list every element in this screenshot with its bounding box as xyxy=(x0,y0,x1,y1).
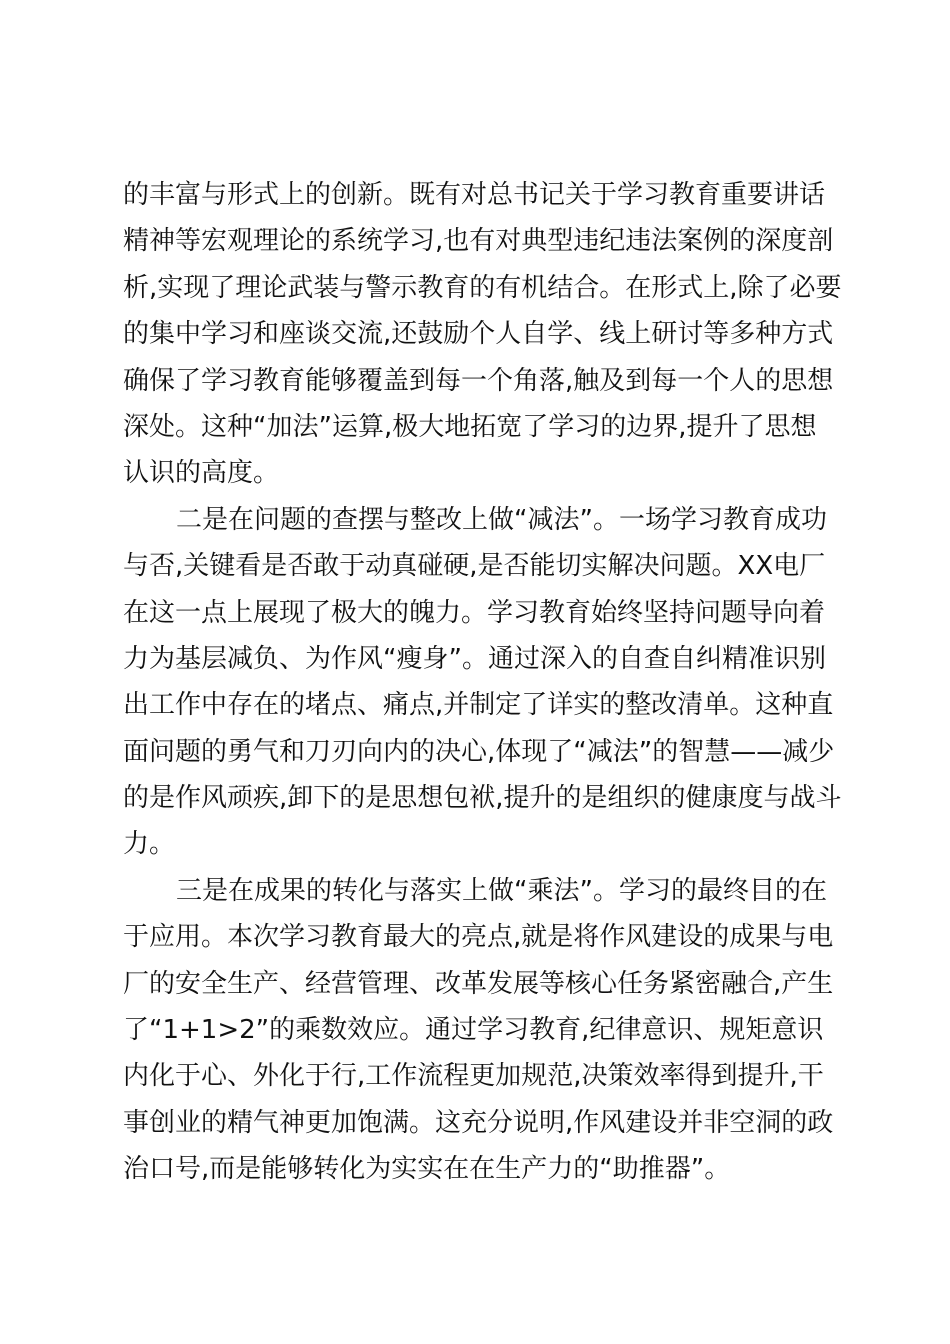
text-line: 深处。这种“加法”运算,极大地拓宽了学习的边界,提升了思想 xyxy=(123,411,817,442)
text-line: 于应用。本次学习教育最大的亮点,就是将作风建设的成果与电 xyxy=(123,922,834,953)
paragraph-multiplication xyxy=(123,868,843,1193)
text-line: 事创业的精气神更加饱满。这充分说明,作风建设并非空洞的政 xyxy=(123,1107,834,1138)
text-line: 力为基层减负、为作风“瘦身”。通过深入的自查自纠精准识别 xyxy=(123,643,826,674)
text-line: 出工作中存在的堵点、痛点,并制定了详实的整改清单。这种直 xyxy=(123,690,834,721)
text-line: 治口号,而是能够转化为实实在在生产力的“助推器”。 xyxy=(123,1154,731,1185)
text-line: 与否,关键看是否敢于动真碰硬,是否能切实解决问题。XX电厂 xyxy=(123,551,826,582)
text-line: 厂的安全生产、经营管理、改革发展等核心任务紧密融合,产生 xyxy=(123,968,834,999)
text-line: 力。 xyxy=(123,829,176,860)
text-line: 认识的高度。 xyxy=(123,458,280,489)
text-line: 的丰富与形式上的创新。既有对总书记关于学习教育重要讲话 xyxy=(123,180,826,210)
text-line: 在这一点上展现了极大的魄力。学习教育始终坚持问题导向着 xyxy=(123,597,826,628)
document-body xyxy=(123,172,843,1193)
text-line: 三是在成果的转化与落实上做“乘法”。学习的最终目的在 xyxy=(176,875,827,906)
text-line: 确保了学习教育能够覆盖到每一个角落,触及到每一个人的思想 xyxy=(123,365,834,396)
text-line: 析,实现了理论武装与警示教育的有机结合。在形式上,除了必要 xyxy=(123,272,842,303)
text-line: 面问题的勇气和刀刃向内的决心,体现了“减法”的智慧——减少 xyxy=(123,736,835,767)
text-line: 的是作风顽疾,卸下的是思想包袱,提升的是组织的健康度与战斗 xyxy=(123,783,842,814)
text-line: 的集中学习和座谈交流,还鼓励个人自学、线上研讨等多种方式 xyxy=(123,319,834,350)
text-line: 了“1+1>2”的乘数效应。通过学习教育,纪律意识、规矩意识 xyxy=(123,1015,824,1046)
paragraph-subtraction xyxy=(123,497,843,868)
paragraph-continuation xyxy=(123,172,843,497)
text-line: 二是在问题的查摆与整改上做“减法”。一场学习教育成功 xyxy=(176,504,827,535)
text-line: 内化于心、外化于行,工作流程更加规范,决策效率得到提升,干 xyxy=(123,1061,824,1092)
text-line: 精神等宏观理论的系统学习,也有对典型违纪违法案例的深度剖 xyxy=(123,226,834,257)
